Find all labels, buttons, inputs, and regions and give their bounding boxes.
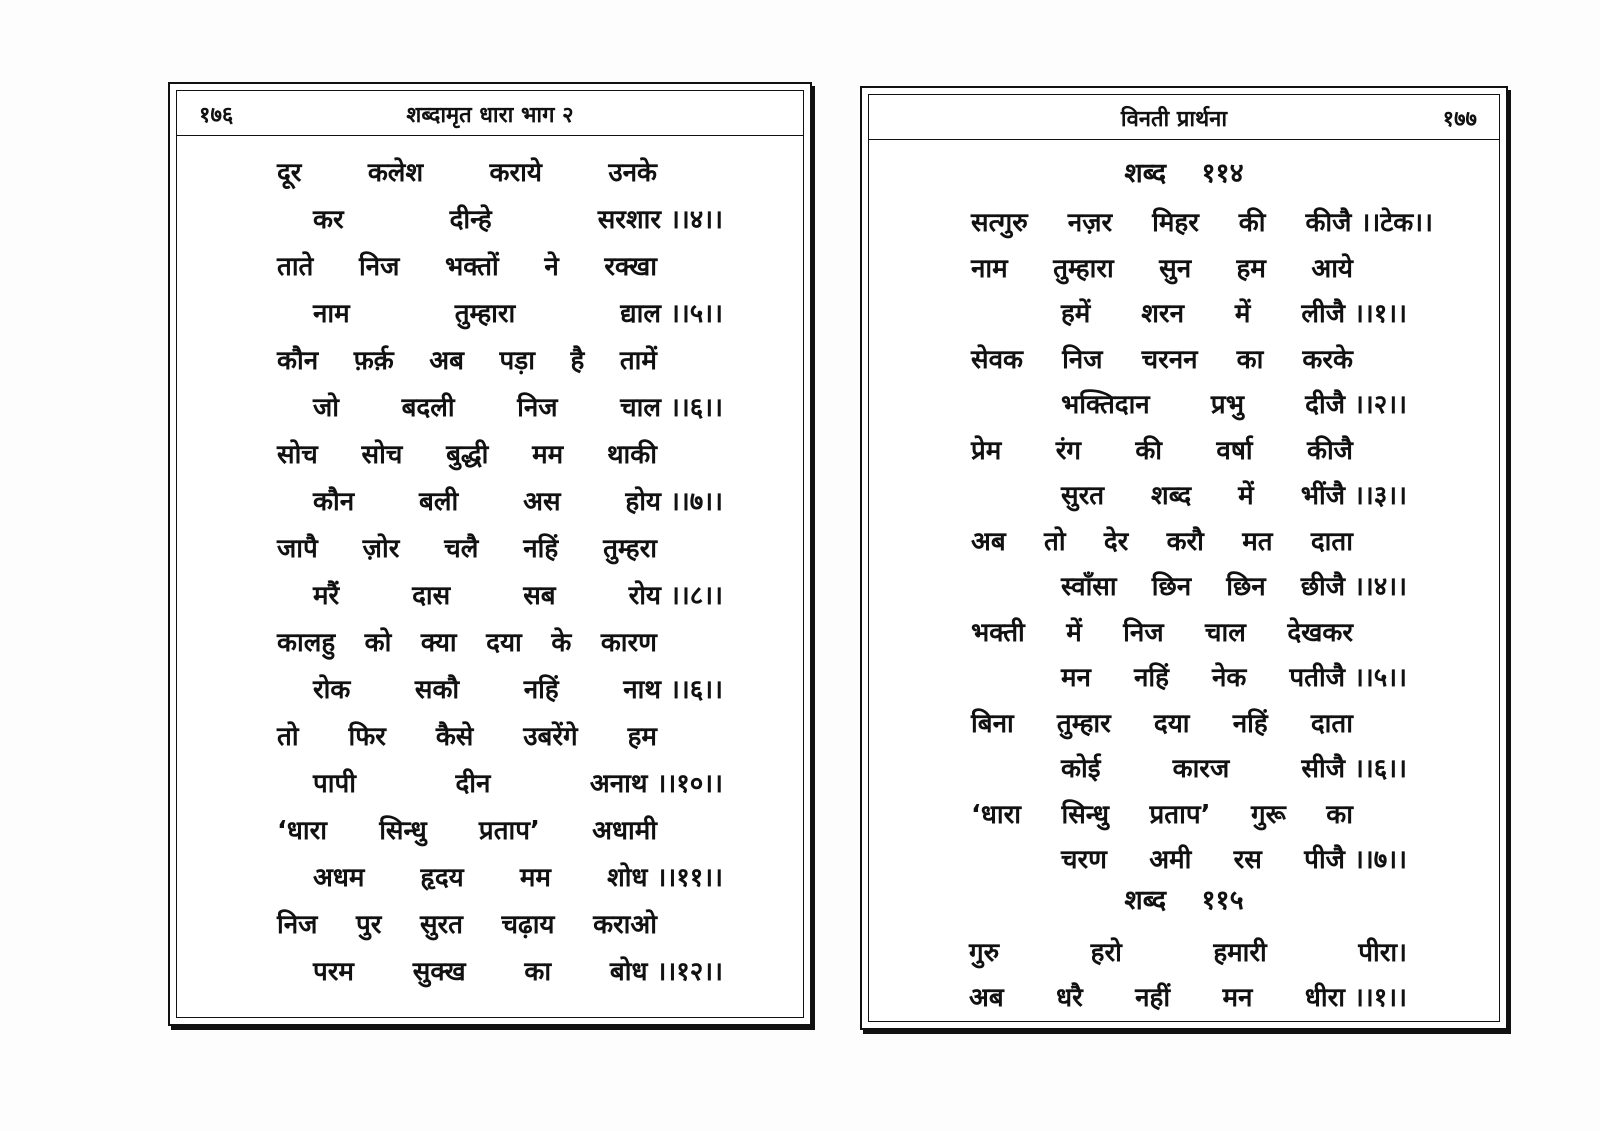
verse-line	[1061, 383, 1407, 423]
verse-word: कर	[313, 205, 344, 235]
shabd-number: ११५	[1201, 885, 1244, 916]
verse-line	[971, 429, 1353, 469]
verse-word: चढ़ाय	[501, 910, 555, 940]
verse-word: होय ।।७।।	[625, 487, 723, 517]
verse-word: कीजै	[1306, 435, 1353, 466]
verse-word: नहिं	[1232, 708, 1268, 739]
verse-line	[277, 621, 657, 661]
verse-word: तुम्हारा	[1053, 253, 1114, 284]
verse-word: छिन	[1226, 572, 1266, 602]
left-page	[168, 82, 812, 1026]
verse-word: सुरत	[1061, 481, 1105, 511]
verse-word: भक्तिदान	[1061, 390, 1150, 420]
verse-word: बिना	[971, 708, 1014, 739]
verse-word: तो	[1044, 526, 1066, 557]
verse-word: छिन	[1151, 572, 1192, 602]
verse-word: नेक	[1211, 663, 1247, 693]
verse-word: सीजै ।।६।।	[1301, 754, 1407, 784]
verse-word: सिन्धु	[379, 816, 427, 846]
verse-word: चलै	[444, 534, 479, 564]
verse-word: सिन्धु	[1061, 799, 1109, 830]
verse-word: रंग	[1055, 435, 1081, 466]
verse-word: नहीं	[1135, 983, 1171, 1013]
verse-word: रोय ।।८।।	[628, 581, 723, 611]
verse-word: अधामी	[592, 816, 657, 846]
verse-word: अमी	[1149, 845, 1192, 875]
verse-word: दाता	[1310, 526, 1353, 557]
verse-word: बुद्धी	[446, 440, 489, 470]
verse-word: पड़ा	[499, 346, 535, 376]
verse-word: मिहर	[1152, 208, 1199, 238]
verse-word: ‘धारा	[277, 816, 327, 846]
verse-word: हरो	[1090, 938, 1122, 968]
verse-word: तामें	[619, 346, 657, 376]
verse-word: परम	[313, 957, 354, 987]
verse-word: रक्खा	[604, 252, 657, 282]
verse-word: दया	[1153, 708, 1190, 739]
verse-word: पापी	[313, 769, 357, 799]
verse-word: नाम	[313, 299, 350, 329]
verse-word: निज	[358, 252, 400, 282]
left-page-frame	[176, 90, 804, 1018]
verse-line	[971, 338, 1353, 378]
verse-word: कराओ	[593, 910, 657, 940]
verse-line	[313, 386, 723, 426]
verse-word: नहिं	[523, 534, 559, 564]
verse-word: पीजै ।।७।।	[1304, 845, 1407, 875]
verse-word: सोच	[361, 440, 403, 470]
verse-word: की	[1238, 208, 1266, 238]
verse-word: सुन	[1159, 253, 1192, 284]
verse-line	[313, 198, 723, 238]
verse-line	[1061, 565, 1407, 605]
verse-word: निज	[1062, 344, 1103, 375]
verse-word: कलेश	[367, 158, 424, 188]
left-page-header	[177, 91, 803, 136]
verse-word: कारण	[600, 628, 657, 658]
verse-word: उनके	[608, 158, 657, 188]
verse-word: रस	[1233, 845, 1262, 875]
verse-word: का	[1326, 799, 1353, 830]
verse-line	[1061, 474, 1407, 514]
right-page-header	[869, 95, 1499, 140]
verse-word: मन	[1061, 663, 1091, 693]
verse-word: देर	[1103, 526, 1129, 557]
verse-word: देखकर	[1287, 617, 1353, 648]
verse-line	[277, 339, 657, 379]
verse-word: प्रताप’	[478, 816, 540, 846]
verse-word: बदली	[401, 393, 455, 423]
verse-word: कैसे	[435, 722, 474, 752]
shabd-number: ११४	[1201, 158, 1244, 189]
shabd-heading-115	[869, 880, 1499, 920]
verse-word: नज़र	[1067, 208, 1113, 238]
verse-word: भींजै ।।३।।	[1300, 481, 1407, 511]
verse-word: पुर	[356, 910, 382, 940]
verse-word: का	[1236, 344, 1264, 375]
verse-word: चरनन	[1141, 344, 1198, 375]
verse-word: मम	[519, 863, 551, 893]
verse-word: ताते	[277, 252, 314, 282]
verse-line	[313, 292, 723, 332]
verse-word: नहिं	[523, 675, 559, 705]
verse-word: तुम्हरा	[603, 534, 657, 564]
verse-word: दीजै ।।२।।	[1305, 390, 1407, 420]
verse-word: अधम	[313, 863, 365, 893]
verse-word: गुरू	[1250, 799, 1286, 830]
verse-word: धरै	[1056, 983, 1083, 1013]
shabd-heading-114	[869, 153, 1499, 193]
verse-word: स्वाँसा	[1061, 572, 1117, 602]
verse-line	[313, 950, 723, 990]
verse-word: पतीजै ।।५।।	[1289, 663, 1407, 693]
verse-word: कौन	[277, 346, 319, 376]
verse-line	[277, 151, 657, 191]
verse-word: अब	[429, 346, 464, 376]
verse-word: बोध ।।१२।।	[609, 957, 723, 987]
verse-word: चरण	[1061, 845, 1107, 875]
verse-line	[1061, 838, 1407, 878]
verse-word: शोध ।।११।।	[607, 863, 723, 893]
verse-word: कारज	[1172, 754, 1230, 784]
verse-word: कीजै ।।टेक।।	[1305, 208, 1433, 238]
verse-word: ‘धारा	[971, 799, 1021, 830]
verse-line	[277, 527, 657, 567]
verse-line	[971, 793, 1353, 833]
verse-word: द्याल ।।५।।	[620, 299, 723, 329]
verse-word: हमें	[1061, 299, 1091, 329]
verse-word: फ़र्क़	[353, 346, 394, 376]
verse-word: प्रेम	[971, 435, 1002, 466]
verse-line	[1061, 292, 1407, 332]
verse-line	[313, 762, 723, 802]
verse-line	[277, 715, 657, 755]
verse-word: कराये	[489, 158, 542, 188]
verse-word: कौन	[313, 487, 355, 517]
verse-word: मरैं	[313, 581, 340, 611]
verse-word: ज़ोर	[362, 534, 400, 564]
shabd-label: शब्द	[1124, 158, 1167, 189]
verse-word: सुक्ख	[412, 957, 466, 987]
verse-word: भक्ती	[971, 617, 1025, 648]
verse-word: मम	[532, 440, 564, 470]
verse-word: सोच	[277, 440, 318, 470]
verse-line	[971, 611, 1353, 651]
verse-line	[313, 668, 723, 708]
verse-line	[969, 931, 1407, 971]
verse-line	[971, 520, 1353, 560]
verse-line	[277, 809, 657, 849]
verse-line	[971, 201, 1433, 241]
verse-word: कोई	[1061, 754, 1101, 784]
verse-word: अब	[971, 526, 1006, 557]
verse-word: तो	[277, 722, 299, 752]
verse-word: प्रताप’	[1149, 799, 1211, 830]
verse-line	[277, 903, 657, 943]
verse-line	[971, 247, 1353, 287]
verse-line	[277, 433, 657, 473]
verse-word: सुरत	[419, 910, 463, 940]
right-running-title: विनती प्रार्थना	[1120, 107, 1228, 132]
verse-word: तुम्हारा	[454, 299, 516, 329]
verse-word: निज	[1123, 617, 1164, 648]
verse-word: हृदय	[420, 863, 464, 893]
verse-word: हम	[1236, 253, 1266, 284]
verse-word: आये	[1311, 253, 1353, 284]
right-page-number: १७७	[1442, 107, 1477, 132]
verse-word: जापै	[277, 534, 318, 564]
verse-word: में	[1234, 299, 1251, 329]
verse-word: सरशार ।।४।।	[597, 205, 723, 235]
verse-word: लीजै ।।१।।	[1301, 299, 1407, 329]
verse-word: अस	[523, 487, 561, 517]
verse-word: शरन	[1141, 299, 1184, 329]
verse-word: दूर	[277, 158, 302, 188]
verse-word: निज	[277, 910, 318, 940]
verse-word: हमारी	[1213, 938, 1267, 968]
verse-word: फिर	[348, 722, 386, 752]
verse-word: दाता	[1310, 708, 1353, 739]
verse-word: का	[524, 957, 552, 987]
verse-line	[313, 574, 723, 614]
verse-word: चाल ।।६।।	[620, 393, 723, 423]
verse-word: तुम्हार	[1056, 708, 1111, 739]
verse-line	[969, 976, 1407, 1016]
verse-word: रोक	[313, 675, 351, 705]
shabd-label: शब्द	[1124, 885, 1167, 916]
verse-word: में	[1238, 481, 1254, 511]
verse-line	[313, 856, 723, 896]
verse-word: वर्षा	[1216, 435, 1253, 466]
verse-line	[1061, 747, 1407, 787]
verse-word: ने	[544, 252, 559, 282]
verse-word: को	[364, 628, 392, 658]
verse-word: सत्गुरु	[971, 208, 1028, 238]
verse-line	[313, 480, 723, 520]
verse-line	[1061, 656, 1407, 696]
verse-word: नाम	[971, 253, 1008, 284]
verse-word: की	[1135, 435, 1163, 466]
verse-word: मन	[1222, 983, 1253, 1013]
verse-word: दास	[412, 581, 451, 611]
verse-line	[971, 702, 1353, 742]
verse-word: सब	[523, 581, 556, 611]
verse-word: शब्द	[1151, 481, 1192, 511]
left-running-title: शब्दामृत धारा भाग २	[406, 103, 574, 128]
verse-word: उबरेंगे	[523, 722, 578, 752]
verse-word: करौ	[1166, 526, 1204, 557]
verse-word: है	[570, 346, 585, 376]
verse-word: सकौ	[414, 675, 460, 705]
verse-word: थाकी	[606, 440, 657, 470]
verse-word: दीन	[455, 769, 491, 799]
verse-word: चाल	[1205, 617, 1246, 648]
verse-word: के	[551, 628, 572, 658]
verse-word: दया	[486, 628, 522, 658]
verse-word: क्या	[420, 628, 457, 658]
verse-line	[277, 245, 657, 285]
verse-word: नाथ ।।६।।	[623, 675, 723, 705]
verse-word: सेवक	[971, 344, 1024, 375]
verse-word: निज	[517, 393, 558, 423]
verse-word: करके	[1302, 344, 1353, 375]
verse-word: गुरु	[969, 938, 1000, 968]
verse-word: नहिं	[1133, 663, 1169, 693]
left-page-number: १७६	[199, 103, 234, 128]
verse-word: पीरा।	[1358, 938, 1407, 968]
verse-word: छीजै ।।४।।	[1300, 572, 1407, 602]
verse-word: मत	[1242, 526, 1273, 557]
verse-word: अनाथ ।।१०।।	[589, 769, 723, 799]
verse-word: भक्तों	[444, 252, 499, 282]
right-page	[860, 86, 1508, 1030]
verse-word: हम	[627, 722, 657, 752]
right-page-frame	[868, 94, 1500, 1022]
verse-word: बली	[419, 487, 459, 517]
verse-word: जो	[313, 393, 340, 423]
verse-word: कालहु	[277, 628, 336, 658]
verse-word: अब	[969, 983, 1004, 1013]
verse-word: धीरा ।।१।।	[1304, 983, 1407, 1013]
verse-word: में	[1066, 617, 1082, 648]
verse-word: दीन्हे	[449, 205, 492, 235]
verse-word: प्रभु	[1210, 390, 1244, 420]
